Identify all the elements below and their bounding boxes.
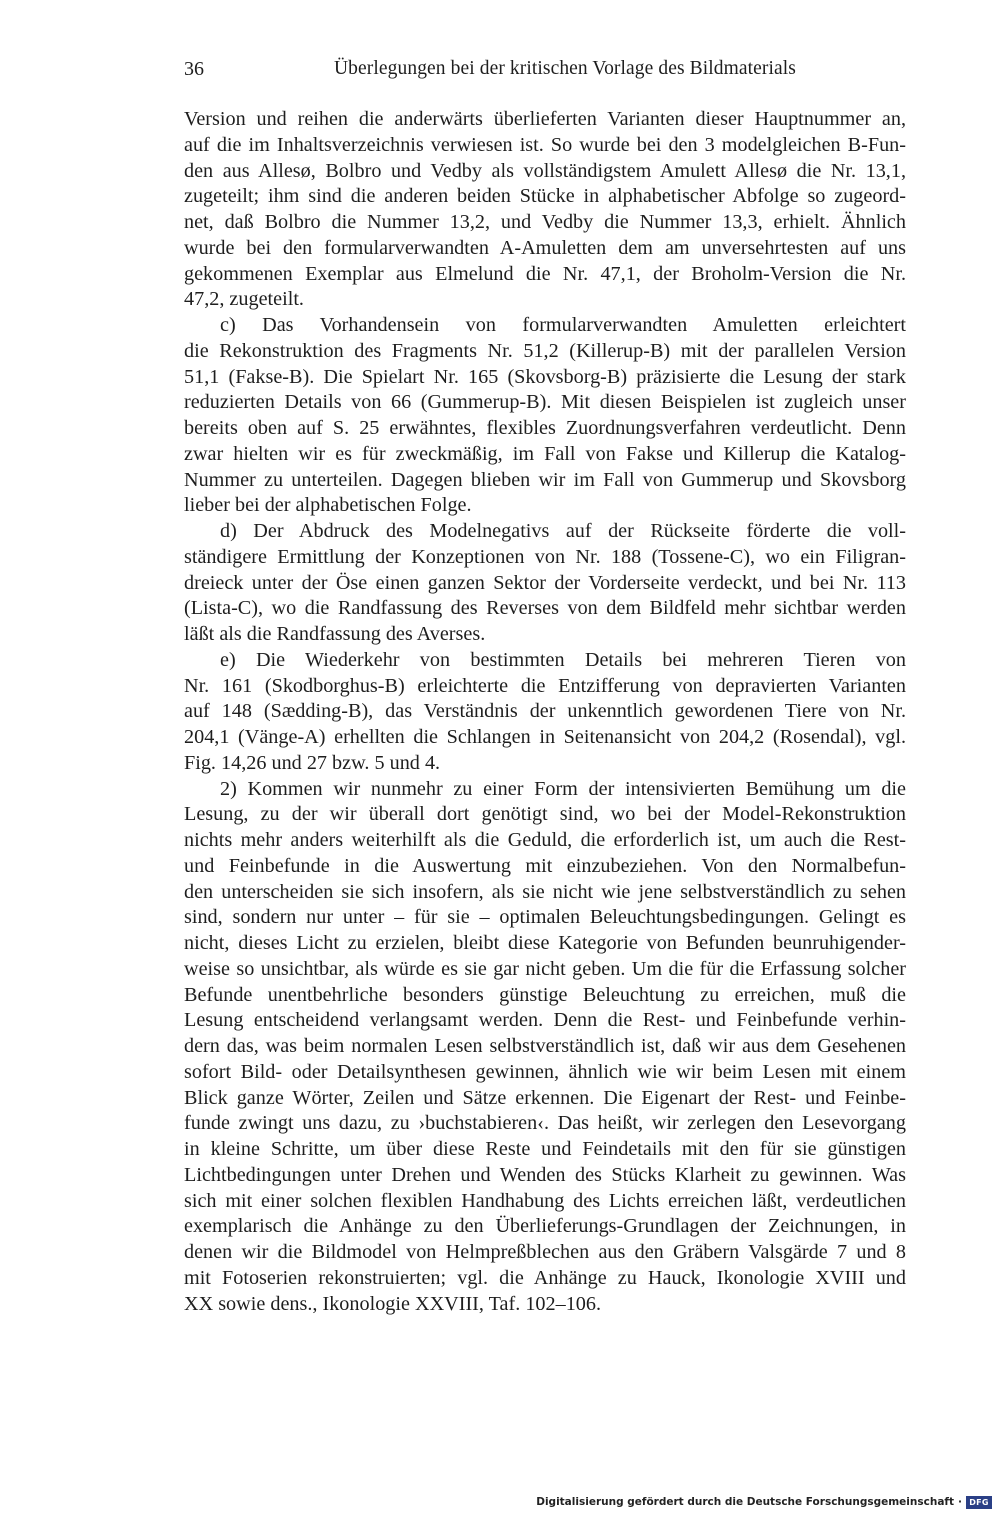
running-head: Überlegungen bei der kritischen Vorlage des Bildmaterials xyxy=(333,58,797,79)
text-line: die Rekonstruktion des Fragments Nr. 51,2 (Killerup-B) mit der parallelen Version xyxy=(184,339,906,362)
text-line: dreieck unter der Öse einen ganzen Sektor der Vorderseite verdeckt, und bei Nr. 113 xyxy=(184,571,906,594)
text-line: in kleine Schritte, um über diese Reste und Feindetails mit den für sie günstigen xyxy=(184,1138,906,1160)
text-line: (Lista-C), wo die Randfassung des Reverses von dem Bildfeld mehr sichtbar werden xyxy=(184,597,906,620)
page-header xyxy=(184,58,906,88)
page-number: 36 xyxy=(184,58,204,80)
text-line: Fig. 14,26 und 27 bzw. 5 und 4. xyxy=(184,751,441,774)
text-line: 204,1 (Vänge-A) erhellten die Schlangen in Seitenansicht von 204,2 (Rosendal), vgl. xyxy=(184,726,906,748)
text-line: zwar hielten wir es für zweckmäßig, im Fall von Fakse und Killerup die Katalog- xyxy=(184,442,906,465)
text-line: auf die im Inhaltsverzeichnis verwiesen ist. So wurde bei den 3 modelgleichen B-Fun- xyxy=(184,133,906,156)
text-line: Nummer zu unterteilen. Dagegen blieben wir im Fall von Gummerup und Skovsborg xyxy=(184,468,906,491)
text-line: auf 148 (Sædding-B), das Verständnis der unkenntlich gewordenen Tiere von Nr. xyxy=(184,700,906,723)
text-line: sind, sondern nur unter – für sie – optimalen Beleuchtungsbedingungen. Gelingt es xyxy=(184,906,906,929)
text-line: 2) Kommen wir nunmehr zu einer Form der intensivierten Bemühung um die xyxy=(220,777,906,800)
text-line: Lesung, zu der wir überall dort genötigt sind, wo bei der Model-Rekonstruktion xyxy=(184,803,906,826)
text-line: zugeteilt; ihm sind die anderen beiden Stücke in alphabetischer Abfolge so zugeord- xyxy=(184,185,906,208)
text-line: c) Das Vorhandensein von formularverwandten Amuletten erleichtert xyxy=(220,314,906,336)
credit-text: Digitalisierung gefördert durch die Deutsche Forschungsgemeinschaft xyxy=(536,1496,954,1508)
text-line: XX sowie dens., Ikonologie XXVIII, Taf. 102–106. xyxy=(184,1292,602,1315)
text-line: 51,1 (Fakse-B). Die Spielart Nr. 165 (Skovsborg-B) präzisierte die Lesung der stark xyxy=(184,365,906,388)
text-line: reduzierten Details von 66 (Gummerup-B). Mit diesen Beispielen ist zugleich unser xyxy=(184,391,906,414)
text-line: Blick ganze Wörter, Zeilen und Sätze erkennen. Die Eigenart der Rest- und Feinbe- xyxy=(184,1086,906,1109)
text-line: dern das, was beim normalen Lesen selbstverständlich ist, daß wir aus dem Gesehenen xyxy=(184,1035,906,1057)
text-line: Lesung entscheidend verlangsamt werden. Denn die Rest- und Feinbefunde verhin- xyxy=(184,1009,906,1032)
dfg-logo-icon: DFG xyxy=(966,1496,992,1509)
text-line: sofort Bild- oder Detailsynthesen gewinnen, ähnlich wie wir beim Lesen mit einem xyxy=(184,1060,906,1083)
text-line: d) Der Abdruck des Modelnegativs auf der Rückseite förderte die voll- xyxy=(220,520,906,542)
text-line: ständigere Ermittlung der Konzeptionen von Nr. 188 (Tossene-C), wo ein Filigran- xyxy=(184,545,906,568)
text-line: nichts mehr anders weiterhilft als die Geduld, die erforderlich ist, um auch die Rest- xyxy=(184,829,906,851)
text-line: den aus Allesø, Bolbro und Vedby als vollständigstem Amulett Allesø die Nr. 13,1, xyxy=(184,159,906,182)
text-line: gekommenen Exemplar aus Elmelund die Nr. 47,1, der Broholm-Version die Nr. xyxy=(184,262,906,285)
text-line: exemplarisch die Anhänge zu den Überlieferungs-Grundlagen der Zeichnungen, in xyxy=(184,1215,906,1238)
text-line: funde zwingt uns dazu, zu ›buchstabieren‹. Das heißt, wir zerlegen den Lesevorgang xyxy=(184,1112,906,1135)
text-line: Version und reihen die anderwärts überlieferten Varianten dieser Hauptnummer an, xyxy=(184,108,906,130)
text-line: und Feinbefunde in die Auswertung mit einzubeziehen. Von den Normalbefun- xyxy=(184,854,906,877)
text-line: weise so unsichtbar, als würde es sie gar nicht geben. Um die für die Erfassung solcher xyxy=(184,957,906,980)
body-text xyxy=(184,107,906,1317)
text-line: denen wir die Bildmodel von Helmpreßblechen aus den Gräbern Valsgärde 7 und 8 xyxy=(184,1241,906,1263)
text-line: Nr. 161 (Skodborghus-B) erleichterte die Entzifferung von depravierten Varianten xyxy=(184,674,906,697)
text-line: läßt als die Randfassung des Averses. xyxy=(184,623,486,645)
text-line: sich mit einer solchen flexiblen Handhabung des Lichts erreichen läßt, verdeutlichen xyxy=(184,1189,906,1212)
text-line: e) Die Wiederkehr von bestimmten Details bei mehreren Tieren von xyxy=(220,648,906,671)
text-line: nicht, dieses Licht zu erzielen, bleibt diese Kategorie von Befunden beunruhigender- xyxy=(184,932,906,954)
text-line: den unterscheiden sie sich insofern, als sie nicht wie jene selbstverständlich zu sehen xyxy=(184,880,906,903)
text-line: mit Fotoserien rekonstruierten; vgl. die Anhänge zu Hauck, Ikonologie XVIII und xyxy=(184,1266,906,1289)
digitization-credit: Digitalisierung gefördert durch die Deutsche Forschungsgemeinschaft · DFG xyxy=(536,1494,992,1510)
text-line: 47,2, zugeteilt. xyxy=(184,288,304,311)
text-line: Lichtbedingungen unter Drehen und Wenden des Stücks Klarheit zu gewinnen. Was xyxy=(184,1163,906,1186)
text-line: wurde bei den formularverwandten A-Amuletten dem am unversehrtesten auf uns xyxy=(184,236,906,259)
text-line: Befunde unentbehrliche besonders günstige Beleuchtung zu erreichen, muß die xyxy=(184,983,906,1006)
text-line: lieber bei der alphabetischen Folge. xyxy=(184,494,472,517)
text-line: net, daß Bolbro die Nummer 13,2, und Vedby die Nummer 13,3, erhielt. Ähnlich xyxy=(184,211,906,233)
text-line: bereits oben auf S. 25 erwähntes, flexibles Zuordnungsverfahren verdeutlicht. Denn xyxy=(184,417,906,439)
